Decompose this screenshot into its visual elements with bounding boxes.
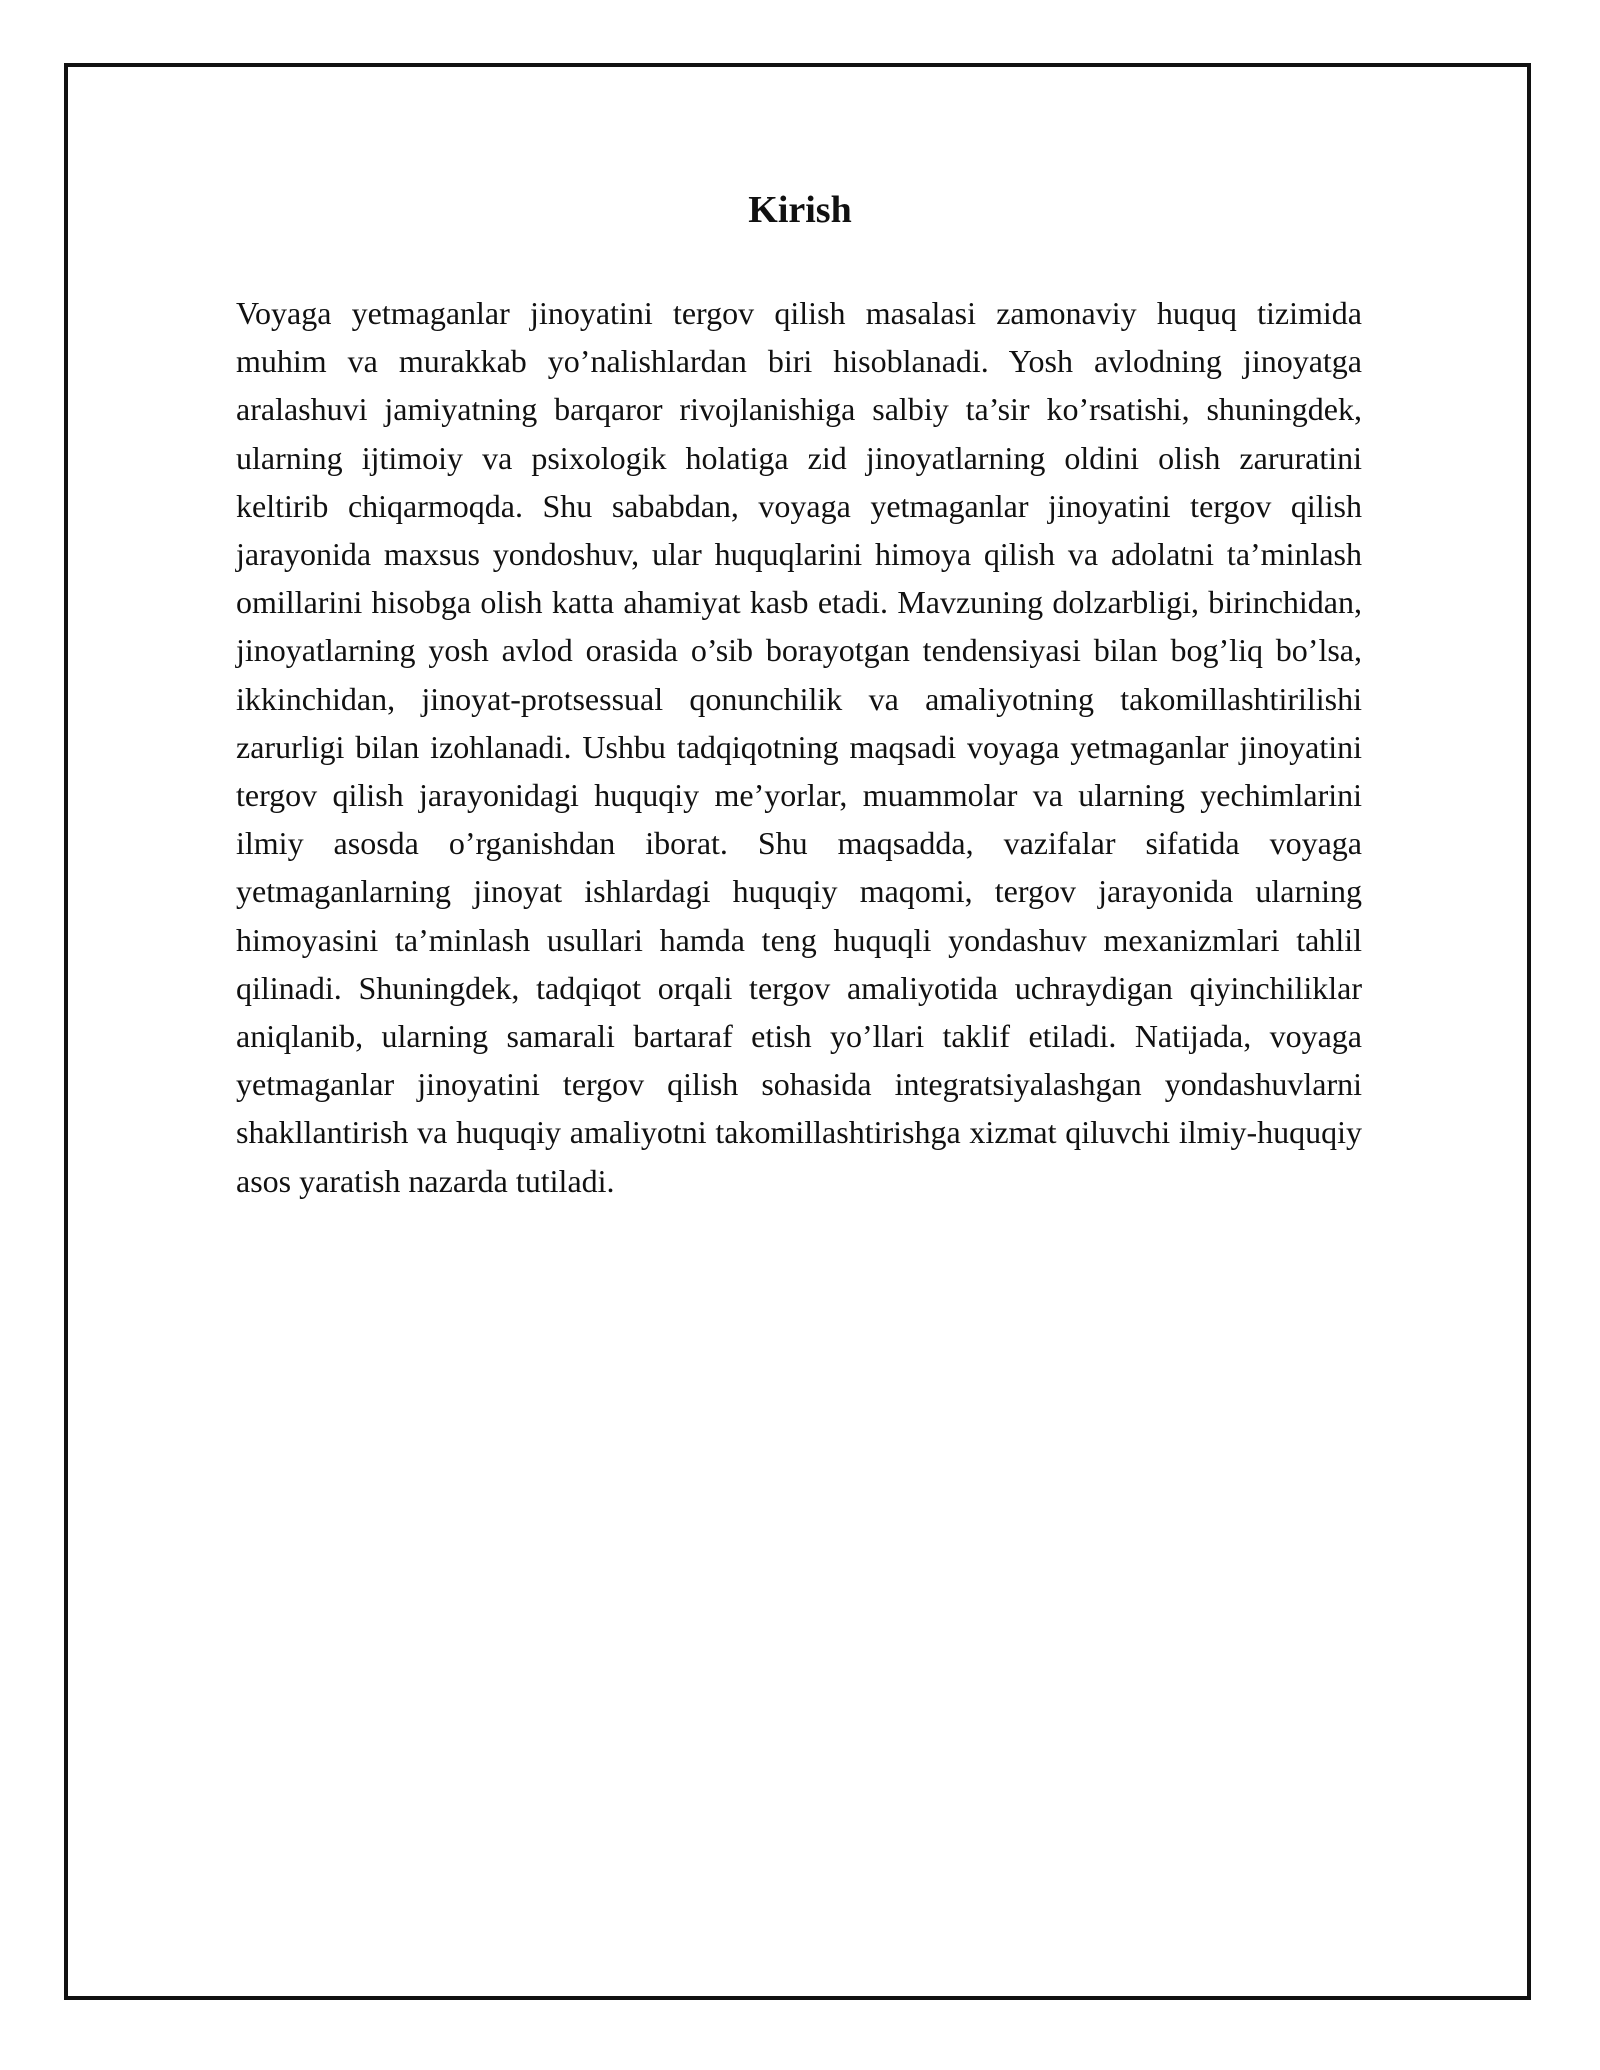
body-paragraph: Voyaga yetmaganlar jinoyatini tergov qilish masalasi zamonaviy huquq tizimida muhim va murakkab yo’nalishlardan biri hisoblanadi. Yosh avlodning jinoyatga aralashuvi jamiyatning barqaror rivojlanishiga salbiy ta’sir ko’rsatishi, shuningdek, ularning ijtimoiy va psixologik holatiga zid jinoyatlarning oldini olish zaruratini keltirib chiqarmoqda. Shu sababdan, voyaga yetmaganlar jinoyatini tergov qilish jarayonida maxsus yondoshuv, ular huquqlarini himoya qilish va adolatni ta’minlash omillarini hisobga olish katta ahamiyat kasb etadi. Mavzuning dolzarbligi, birinchidan, jinoyatlarning yosh avlod orasida o’sib borayotgan tendensiyasi bilan bog’liq bo’lsa, ikkinchidan, jinoyat-protsessual qonunchilik va amaliyotning takomillashtirilishi zarurligi bilan izohlanadi. Ushbu tadqiqotning maqsadi voyaga yetmaganlar jinoyatini tergov qilish jarayonidagi huquqiy me’yorlar, muammolar va ularning yechimlarini ilmiy asosda o’rganishdan iborat. Shu maqsadda, vazifalar sifatida voyaga yetmaganlarning jinoyat ishlardagi huquqiy maqomi, tergov jarayonida ularning himoyasini ta’minlash usullari hamda teng huquqli yondashuv mexanizmlari tahlil qilinadi. Shuningdek, tadqiqot orqali tergov amaliyotida uchraydigan qiyinchiliklar aniqlanib, ularning samarali bartaraf etish yo’llari taklif etiladi. Natijada, voyaga yetmaganlar jinoyatini tergov qilish sohasida integratsiyalashgan yondashuvlarni shakllantirish va huquqiy amaliyotni takomillashtirishga xizmat qiluvchi ilmiy-huquqiy asos yaratish nazarda tutiladi.: [236, 295, 1362, 1199]
page-title: Kirish: [748, 189, 852, 231]
